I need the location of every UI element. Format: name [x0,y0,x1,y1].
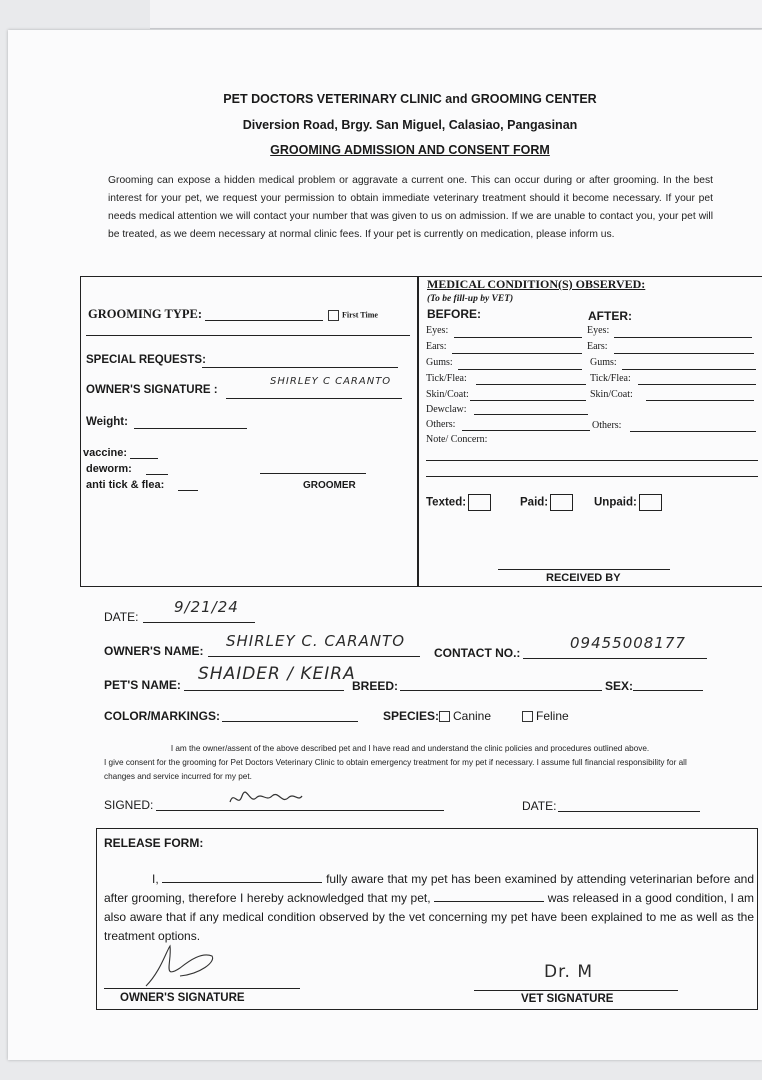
pet-name-field[interactable] [184,690,344,691]
after-label: AFTER: [588,309,632,323]
after-eyes-field[interactable] [614,337,752,338]
before-tick-field[interactable] [476,384,586,385]
first-time-checkbox[interactable] [328,310,339,321]
before-dewclaw-field[interactable] [474,414,588,415]
note-line-1[interactable] [426,460,758,461]
consent-signature [226,786,306,810]
texted-label: Texted: [426,496,467,509]
unpaid-label: Unpaid: [594,496,637,509]
date-value: 9/21/24 [174,598,239,616]
first-time-label: First Time [342,310,378,320]
release-text-1: fully aware that my pet has been examined by attending veterinarian before and after grooming, therefore I hereby acknowledged that my pet, [104,872,754,905]
paid-label: Paid: [520,496,549,509]
feline-label: Feline [536,709,569,723]
after-ears: Ears: [587,341,608,352]
vet-signature-line[interactable] [474,990,678,991]
pet-name-value: SHAIDER / KEIRA [198,664,356,684]
grooming-type-line2 [86,335,410,336]
before-tick: Tick/Flea: [426,373,467,384]
unpaid-checkbox[interactable] [639,494,662,511]
before-others-field[interactable] [462,430,590,431]
before-ears-field[interactable] [452,353,582,354]
owner-signature-value: SHIRLEY C CARANTO [270,376,392,387]
owner-release-signature-label: OWNER'S SIGNATURE [120,992,245,1004]
before-dewclaw: Dewclaw: [426,404,467,415]
release-title: RELEASE FORM: [104,836,204,850]
weight-label: Weight: [86,416,128,428]
release-text-2: was released in a good condition, I am also aware that if any medical condition observed by the vet concerning my pet have been explained to me as well as the treatment options. [104,891,754,943]
paper-edge [150,0,762,29]
canine-option[interactable] [439,709,491,723]
weight-field[interactable] [134,428,247,429]
before-skin: Skin/Coat: [426,389,469,400]
release-text [104,870,754,946]
feline-checkbox[interactable] [522,711,533,722]
signed-label: SIGNED: [104,798,154,812]
contact-field[interactable] [523,658,707,659]
vaccine-label: vaccine: [83,447,128,459]
medical-subtitle: (To be fill-up by VET) [427,294,514,304]
owner-signature-field[interactable] [226,398,402,399]
note-line-2[interactable] [426,476,758,477]
anti-tick-field[interactable] [178,490,198,491]
deworm-label: deworm: [86,463,132,475]
note-concern: Note/ Concern: [426,434,488,445]
canine-label: Canine [453,709,492,723]
date-label: DATE: [104,610,139,624]
groomer-signature-line[interactable] [260,473,366,474]
canine-checkbox[interactable] [439,711,450,722]
before-gums-field[interactable] [458,369,582,370]
form-title: GROOMING ADMISSION AND CONSENT FORM [270,143,550,157]
clinic-name: PET DOCTORS VETERINARY CLINIC and GROOMING CENTER [223,92,597,106]
release-pet-field[interactable] [434,890,544,902]
after-others: Others: [592,420,622,431]
texted-option[interactable] [426,494,491,511]
color-label: COLOR/MARKINGS: [104,709,220,723]
texted-checkbox[interactable] [468,494,491,511]
received-by-line[interactable] [498,569,670,570]
vet-signature-label: VET SIGNATURE [521,993,614,1005]
consent-line-1: I am the owner/assent of the above described pet and I have read and understand the clinic policies and procedures outlined above. [170,744,650,753]
feline-option[interactable] [522,709,569,723]
before-skin-field[interactable] [470,400,586,401]
vaccine-field[interactable] [130,458,158,459]
breed-label: BREED: [352,679,399,693]
owner-release-signature [140,942,220,990]
before-ears: Ears: [426,341,447,352]
consent-date-label: DATE: [522,799,557,813]
consent-date-field[interactable] [558,811,700,812]
signed-field[interactable] [156,810,444,811]
consent-line-2: I give consent for the grooming for Pet Doctors Veterinary Clinic to obtain emergency treatment for my pet if necessary. I assume full financial responsibility for all changes and service incurred for my pet. [104,758,687,781]
date-field[interactable] [143,622,255,623]
consent-text [104,742,716,784]
owner-signature-label: OWNER'S SIGNATURE : [86,384,218,396]
paid-option[interactable] [520,494,573,511]
after-gums: Gums: [590,357,617,368]
before-eyes-field[interactable] [454,337,582,338]
release-i-label: I, [152,872,159,886]
anti-tick-label: anti tick & flea: [86,479,165,491]
grooming-type-field[interactable] [205,320,323,321]
clinic-address: Diversion Road, Brgy. San Miguel, Calasiao, Pangasinan [242,118,578,132]
after-skin: Skin/Coat: [590,389,633,400]
release-name-field[interactable] [162,871,322,883]
owner-release-signature-line[interactable] [104,988,300,989]
special-requests-field[interactable] [202,367,398,368]
after-skin-field[interactable] [646,400,754,401]
owner-name-label: OWNER'S NAME: [104,644,204,658]
before-label: BEFORE: [427,307,481,321]
first-time-option[interactable] [328,310,378,321]
contact-value: 09455008177 [570,634,686,652]
deworm-field[interactable] [146,474,168,475]
owner-name-field[interactable] [208,656,420,657]
species-label: SPECIES: [383,709,440,723]
groomer-label: GROOMER [303,480,356,491]
vet-signature-value: Dr. M [544,962,593,982]
special-requests-label: SPECIAL REQUESTS: [86,354,206,366]
intro-paragraph: Grooming can expose a hidden medical problem or aggravate a current one. This can occur during or after grooming. In the best interest for your pet, we request your permission to obtain immediate veterinary treatment should it become necessary. If your pet needs medical attention we will contact your number that was given to us on admission. If we are unable to contact you, your pet will be treated, as we deem necessary at normal clinic fees. If your pet is currently on medication, please inform us. [108,175,713,240]
sex-field[interactable] [633,690,703,691]
received-by-label: RECEIVED BY [546,572,621,584]
owner-name-value: SHIRLEY C. CARANTO [226,632,406,650]
breed-field[interactable] [400,690,602,691]
after-others-field[interactable] [630,431,756,432]
color-field[interactable] [222,721,358,722]
before-gums: Gums: [426,357,453,368]
table-divider [417,276,419,586]
after-gums-field[interactable] [622,369,756,370]
after-ears-field[interactable] [614,353,754,354]
sex-label: SEX: [605,679,634,693]
medical-title: MEDICAL CONDITION(S) OBSERVED: [427,277,646,291]
paid-checkbox[interactable] [550,494,573,511]
contact-label: CONTACT NO.: [434,646,521,660]
after-tick: Tick/Flea: [590,373,631,384]
pet-name-label: PET'S NAME: [104,678,181,692]
after-tick-field[interactable] [638,384,756,385]
unpaid-option[interactable] [594,494,662,511]
before-others: Others: [426,419,456,430]
grooming-type-label: GROOMING TYPE: [88,307,203,321]
after-eyes: Eyes: [587,325,610,336]
before-eyes: Eyes: [426,325,449,336]
